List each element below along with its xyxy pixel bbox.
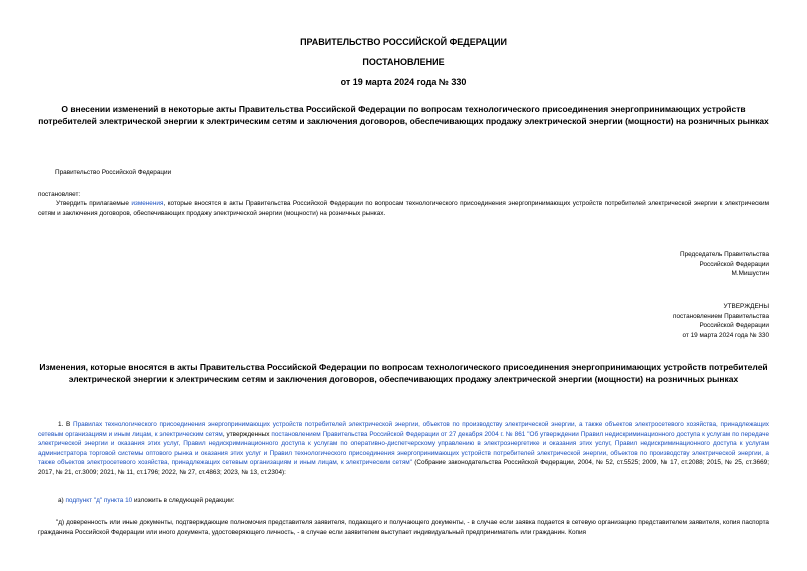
- signature-block: [680, 250, 769, 279]
- item-a-paragraph: [58, 496, 235, 506]
- resolution-861-link[interactable]: постановлением Правительства Российской Федерации от 27 декабря 2004 г. № 861 "Об утверждении Правил недискриминационного доступа к услугам по передаче электрической энергии и оказания этих услуг, Правил недискриминационного доступа к услугам по оперативно-диспетчерскому управлению в электроэнергетике и оказания этих услуг, Правил недискриминационного доступа к услугам администратора торговой системы оптового рынка и оказания этих услуг и Правил технологического присоединения энергопринимающих устройств потребителей электрической энергии, объектов по производству электрической энергии, а также объектов электросетевого хозяйства, принадлежащих сетевым организациям и иным лицам, к электрическим сетям": [38, 430, 770, 466]
- government-header: ПРАВИТЕЛЬСТВО РОССИЙСКОЙ ФЕДЕРАЦИИ: [300, 37, 507, 47]
- approved-block: [673, 302, 769, 340]
- rules-link[interactable]: Правилах технологического присоединения энергопринимающих устройств потребителей электрической энергии, объектов по производству электрической энергии, а также объектов электросетевого хозяйства, принадлежащих сетевым организациям и иным лицам, к электрическим сетям: [38, 421, 769, 438]
- item-1-paragraph: [38, 420, 769, 477]
- approved-line-2: постановлением Правительства: [673, 312, 769, 320]
- approved-line-3: Российской Федерации: [699, 322, 769, 329]
- item-d-paragraph: "д) доверенность или иные документы, подтверждающие полномочия представителя заявителя, подающего и получающего документы, - в случае если заявка подается в сетевую организацию представителем заявителя, копия паспорта гражданина Российской Федерации или иного документа, удостоверяющего личность, - в случае если заявителем выступает индивидуальный предприниматель или гражданин. Копия: [38, 519, 769, 536]
- item-a-prefix: а): [58, 497, 66, 504]
- signature-line-3: М.Мишустин: [731, 270, 769, 277]
- document-type: ПОСТАНОВЛЕНИЕ: [362, 57, 445, 67]
- approve-text-before: Утвердить прилагаемые: [56, 200, 132, 207]
- document-date-number: от 19 марта 2024 года № 330: [340, 77, 467, 87]
- approved-line-4: от 19 марта 2024 года № 330: [682, 331, 769, 339]
- signature-line-1: Председатель Правительства: [680, 251, 769, 258]
- changes-link[interactable]: изменения: [131, 200, 164, 207]
- changes-title: Изменения, которые вносятся в акты Правительства Российской Федерации по вопросам технологического присоединения энергопринимающих устройств потребителей электрической энергии к электрическим сетям и заключения договоров, обеспечивающих продажу электрической энергии (мощности) на розничных рынках: [39, 362, 768, 384]
- signature-line-2: Российской Федерации: [699, 260, 769, 268]
- item-1-number: 1. В: [58, 421, 73, 428]
- subparagraph-d-link[interactable]: подпункт "д" пункта 10: [65, 497, 133, 504]
- item-a-suffix: изложить в следующей редакции:: [132, 497, 235, 504]
- item-1-citation: (Собрание законодательства Российской Федерации, 2004, № 52, ст.5525; 2009, № 17, ст.2088; 2015, № 25, ст.3669; 2017, № 21, ст.3009; 2021, № 11, ст.1796; 2022, № 27, ст.4863; 2023, № 13, ст.2304):: [38, 459, 769, 476]
- approve-text-after: , которые вносятся в акты Правительства Российской Федерации по вопросам технологического присоединения энергопринимающих устройств потребителей электрической энергии к электрическим сетям и заключения договоров, обеспечивающих продажу электрической энергии (мощности) на розничных рынках.: [38, 200, 769, 217]
- approve-paragraph: [38, 199, 769, 218]
- item-1-text: , утвержденных: [222, 430, 272, 438]
- preamble-resolves: постановляет:: [38, 191, 81, 198]
- document-title: О внесении изменений в некоторые акты Правительства Российской Федерации по вопросам технологического присоединения энергопринимающих устройств потребителей электрической энергии к электрическим сетям и заключения договоров, обеспечивающих продажу электрической энергии (мощности) на розничных рынках: [38, 104, 769, 126]
- approved-line-1: УТВЕРЖДЕНЫ: [723, 303, 769, 310]
- preamble-government: Правительство Российской Федерации: [55, 169, 172, 176]
